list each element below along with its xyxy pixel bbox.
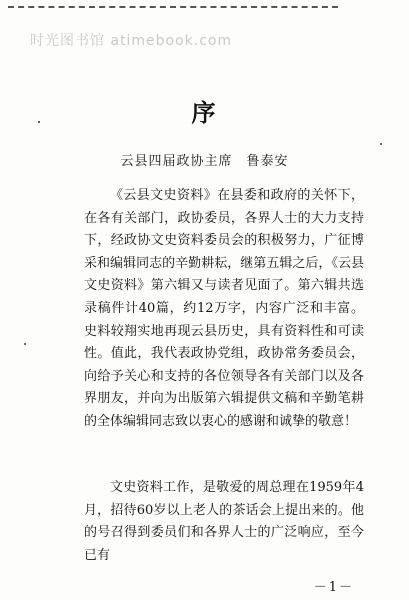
author-line: 云县四届政协主席 鲁泰安	[120, 154, 289, 169]
page-number: －1－	[313, 580, 354, 595]
scan-speck	[380, 143, 382, 145]
page-heading: 序	[191, 98, 218, 127]
watermark: 时光图书馆 atimebook.com	[30, 33, 233, 49]
top-edge-dashes	[8, 6, 338, 8]
scan-speck	[24, 343, 26, 345]
scan-speck	[38, 121, 40, 123]
paragraph-1: 《云县文史资料》在县委和政府的关怀下，在各有关部门，政协委员，各界人士的大力支持下，经政协文史资料委员会的积极努力，广征博采和编辑同志的辛勤耕耘，继第五辑之后，《云县文史资料》第六辑又与读者见面了。第六辑共选录稿件计40篇，约12万字，内容广泛和丰富。史料较翔实地再现云县历史，具有资料性和可读性。值此，我代表政协党组，政协常务委员会，向给予关心和支持的各位领导各有关部门以及各界朋友，并向为出版第六辑提供文稿和辛勤笔耕的全体编辑同志致以衷心的感谢和诚挚的敬意！	[84, 188, 364, 429]
paragraph-2: 文史资料工作，是敬爱的周总理在1959年4月，招待60岁以上老人的茶话会上提出来的。他的号召得到委员们和各界人士的广泛响应，至今已有	[84, 480, 364, 563]
